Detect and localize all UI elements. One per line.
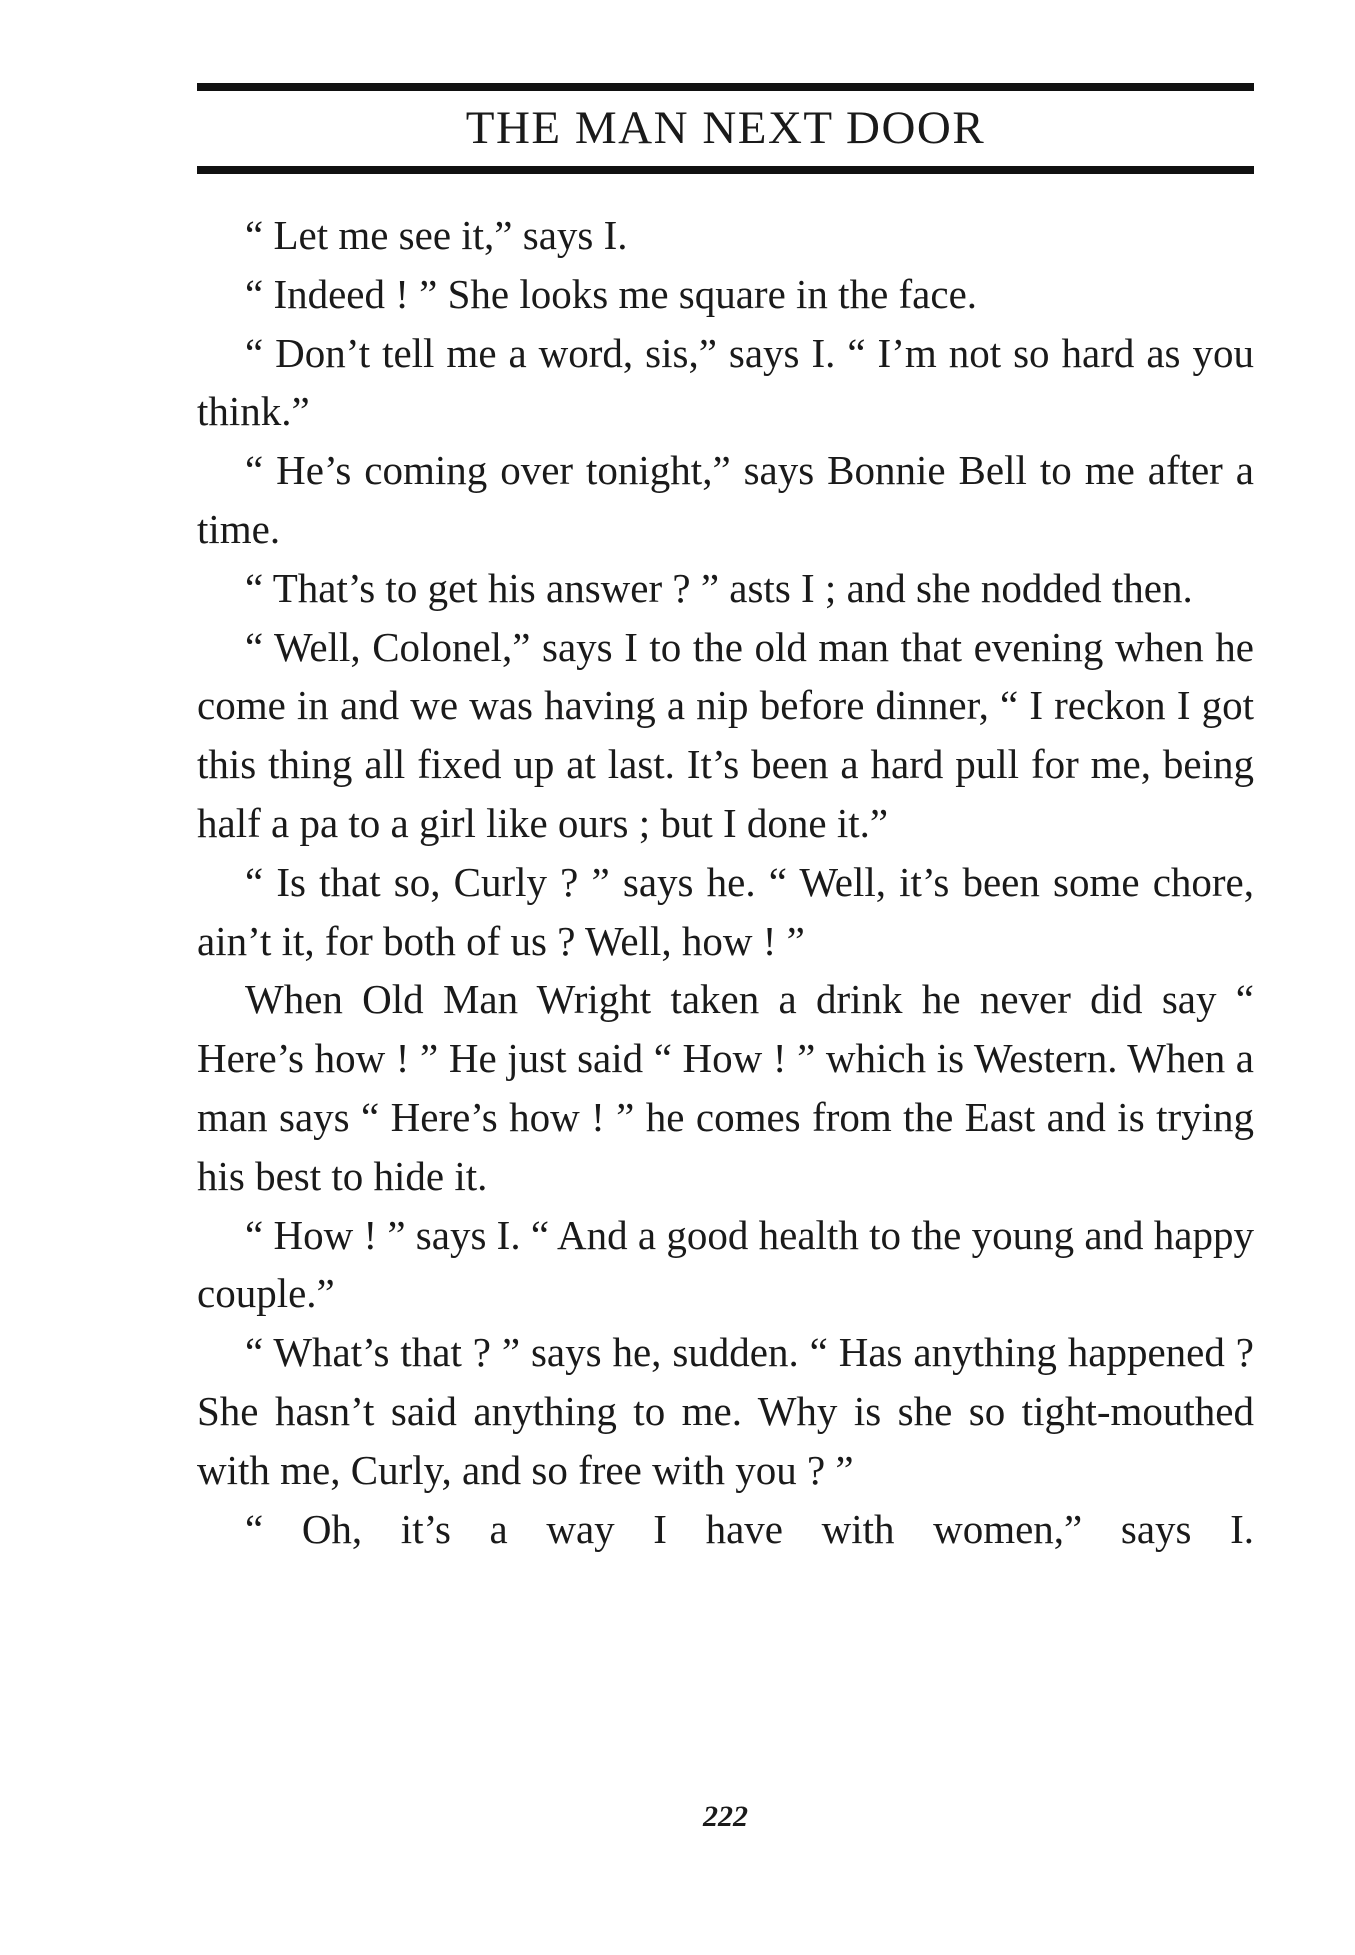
paragraph: “ What’s that ? ” says he, sudden. “ Has anything happened ? She hasn’t said anything to me. Why is she so tight-mouthed with me, Curly, and so free with you ? ” [197,1329,1254,1493]
body-text [197,206,1254,1558]
paragraph: “ Oh, it’s a way I have with women,” says I. [245,1505,1254,1552]
page-number: 222 [703,1800,748,1833]
paragraph: “ Indeed ! ” She looks me square in the face. [245,270,978,317]
paragraph: “ He’s coming over tonight,” says Bonnie Bell to me after a time. [197,447,1254,552]
paragraph: “ Let me see it,” says I. [245,212,628,258]
paragraph: When Old Man Wright taken a drink he never did say “ Here’s how ! ” He just said “ How ! ” which is Western. When a man says “ Here’s how ! ” he comes from the East and is trying his best to hide it. [197,976,1254,1199]
paragraph: “ Don’t tell me a word, sis,” says I. “ I’m not so hard as you think.” [197,329,1254,435]
paragraph: “ That’s to get his answer ? ” asts I ; and she nodded then. [245,564,1193,611]
paragraph: “ How ! ” says I. “ And a good health to the young and happy couple.” [197,1211,1254,1317]
paragraph: “ Is that so, Curly ? ” says he. “ Well, it’s been some chore, ain’t it, for both of us ? Well, how ! ” [197,858,1254,964]
header-rule-bottom [197,166,1254,174]
paragraph: “ Well, Colonel,” says I to the old man that evening when he come in and we was having a nip before dinner, “ I reckon I got this thing all fixed up at last. It’s been a hard pull for me, being half a pa to a girl like ours ; but I done it.” [197,623,1254,846]
running-title: THE MAN NEXT DOOR [465,102,986,154]
header-rule-top [197,83,1254,91]
